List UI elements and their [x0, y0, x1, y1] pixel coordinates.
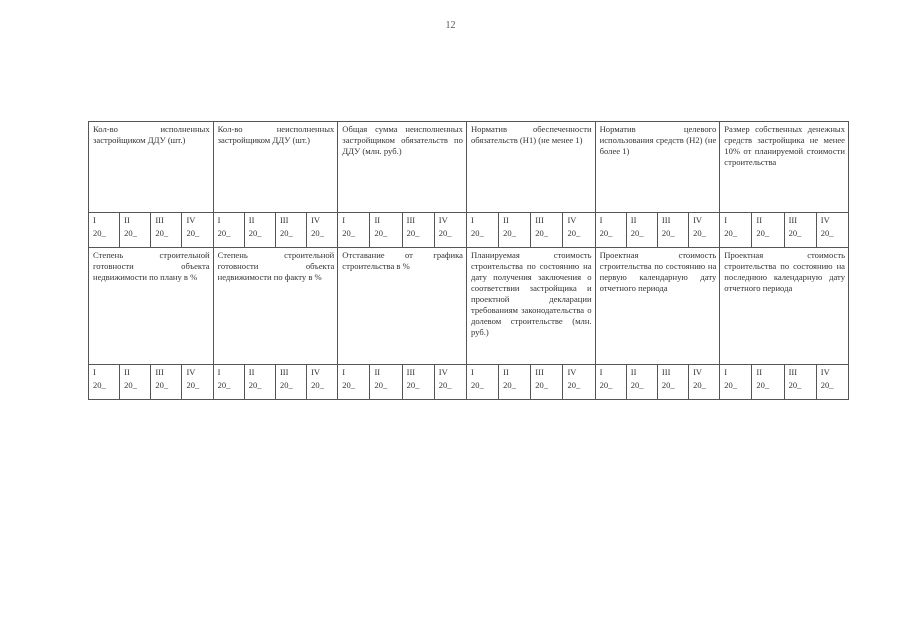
- quarter-cell: [89, 365, 120, 400]
- quarter-label: IV: [438, 215, 448, 225]
- quarter-cell: [244, 365, 275, 400]
- quarter-label: II: [503, 215, 509, 225]
- quarter-label: II: [630, 215, 637, 225]
- quarter-cell: [563, 365, 595, 400]
- header-cell: Общая сумма неисполненных застройщиком обязательств по ДДУ (млн. руб.): [338, 122, 467, 213]
- quarter-cell: [402, 213, 434, 248]
- quarter-cell: [213, 365, 244, 400]
- quarter-row-1: [89, 213, 849, 248]
- quarter-cell: [784, 365, 816, 400]
- year-label: 20_: [470, 380, 484, 390]
- year-label: 20_: [788, 228, 802, 238]
- year-label: 20_: [438, 380, 452, 390]
- year-label: 20_: [470, 228, 484, 238]
- quarter-cell: [120, 365, 151, 400]
- quarter-label: I: [599, 215, 603, 225]
- year-label: 20_: [599, 380, 613, 390]
- quarter-cell: [752, 213, 784, 248]
- quarter-cell: [89, 213, 120, 248]
- quarter-label: II: [630, 367, 637, 377]
- quarter-label: I: [93, 215, 96, 225]
- quarter-cell: [120, 213, 151, 248]
- quarter-cell: [499, 365, 531, 400]
- quarter-cell: [626, 213, 657, 248]
- year-label: 20_: [820, 380, 834, 390]
- quarter-row-2: [89, 365, 849, 400]
- year-label: 20_: [217, 380, 231, 390]
- quarter-label: IV: [186, 215, 196, 225]
- year-label: 20_: [503, 380, 516, 390]
- quarter-cell: [689, 365, 720, 400]
- quarter-label: III: [788, 367, 798, 377]
- quarter-label: IV: [693, 215, 703, 225]
- page-number: 12: [445, 20, 456, 31]
- year-label: 20_: [374, 380, 388, 390]
- year-label: 20_: [756, 228, 770, 238]
- quarter-cell: [531, 365, 563, 400]
- quarter-cell: [816, 213, 848, 248]
- quarter-cell: [307, 213, 338, 248]
- quarter-cell: [307, 365, 338, 400]
- quarter-cell: [275, 365, 306, 400]
- year-label: 20_: [724, 228, 738, 238]
- year-label: 20_: [279, 228, 293, 238]
- quarter-cell: [657, 365, 688, 400]
- year-label: 20_: [155, 380, 169, 390]
- quarter-label: II: [124, 215, 130, 225]
- quarter-cell: [434, 365, 466, 400]
- quarter-label: III: [406, 367, 416, 377]
- quarter-label: III: [535, 215, 544, 225]
- year-label: 20_: [124, 228, 137, 238]
- header-cell: Норматив обеспеченности обязательств (Н1) (не менее 1): [466, 122, 595, 213]
- year-label: 20_: [503, 228, 516, 238]
- quarter-cell: [370, 365, 402, 400]
- quarter-cell: [499, 213, 531, 248]
- year-label: 20_: [311, 380, 324, 390]
- year-label: 20_: [567, 228, 581, 238]
- year-label: 20_: [342, 228, 356, 238]
- header-cell: Проектная стоимость строительства по состоянию на первую календарную дату отчетного периода: [595, 248, 720, 365]
- quarter-cell: [434, 213, 466, 248]
- quarter-cell: [151, 365, 182, 400]
- year-label: 20_: [756, 380, 770, 390]
- quarter-cell: [244, 213, 275, 248]
- quarter-label: IV: [820, 367, 830, 377]
- quarter-label: IV: [567, 215, 577, 225]
- quarter-label: I: [342, 215, 346, 225]
- quarter-label: IV: [567, 367, 577, 377]
- quarter-label: I: [93, 367, 96, 377]
- quarter-cell: [563, 213, 595, 248]
- quarter-cell: [626, 365, 657, 400]
- quarter-cell: [338, 213, 370, 248]
- quarter-label: III: [788, 215, 798, 225]
- quarter-label: IV: [311, 367, 321, 377]
- year-label: 20_: [342, 380, 356, 390]
- header-row-1: [89, 122, 849, 213]
- quarter-cell: [182, 365, 213, 400]
- quarter-cell: [182, 213, 213, 248]
- year-label: 20_: [93, 228, 106, 238]
- quarter-label: II: [374, 367, 381, 377]
- quarter-cell: [466, 213, 498, 248]
- quarter-cell: [275, 213, 306, 248]
- quarter-label: III: [155, 215, 164, 225]
- year-label: 20_: [248, 228, 262, 238]
- quarter-cell: [213, 213, 244, 248]
- quarter-label: II: [248, 215, 255, 225]
- quarter-label: I: [217, 215, 221, 225]
- quarter-label: IV: [186, 367, 196, 377]
- quarter-label: II: [503, 367, 509, 377]
- year-label: 20_: [279, 380, 293, 390]
- quarter-label: I: [724, 215, 728, 225]
- quarter-cell: [595, 365, 626, 400]
- quarter-cell: [466, 365, 498, 400]
- quarter-cell: [720, 213, 752, 248]
- year-label: 20_: [820, 228, 834, 238]
- year-label: 20_: [124, 380, 137, 390]
- year-label: 20_: [661, 228, 675, 238]
- quarter-label: IV: [693, 367, 703, 377]
- quarter-label: III: [279, 215, 289, 225]
- year-label: 20_: [661, 380, 675, 390]
- quarter-label: IV: [820, 215, 830, 225]
- year-label: 20_: [693, 380, 706, 390]
- year-label: 20_: [438, 228, 452, 238]
- year-label: 20_: [630, 228, 644, 238]
- report-table: [88, 121, 849, 400]
- quarter-cell: [752, 365, 784, 400]
- year-label: 20_: [93, 380, 106, 390]
- quarter-label: IV: [311, 215, 321, 225]
- quarter-cell: [338, 365, 370, 400]
- header-cell: Планируемая стоимость строительства по состоянию на дату получения заключения о соответствии застройщика и проектной декларации требованиям законодательства о долевом строительстве (млн. руб.): [466, 248, 595, 365]
- quarter-label: III: [661, 367, 671, 377]
- year-label: 20_: [311, 228, 324, 238]
- quarter-label: III: [155, 367, 164, 377]
- quarter-label: II: [124, 367, 130, 377]
- header-row-2: [89, 248, 849, 365]
- year-label: 20_: [248, 380, 262, 390]
- year-label: 20_: [693, 228, 706, 238]
- quarter-cell: [595, 213, 626, 248]
- quarter-label: I: [470, 215, 474, 225]
- quarter-cell: [370, 213, 402, 248]
- year-label: 20_: [406, 228, 420, 238]
- quarter-cell: [151, 213, 182, 248]
- year-label: 20_: [724, 380, 738, 390]
- year-label: 20_: [374, 228, 388, 238]
- header-cell: Кол-во неисполненных застройщиком ДДУ (шт.): [213, 122, 338, 213]
- quarter-cell: [720, 365, 752, 400]
- quarter-label: I: [342, 367, 346, 377]
- quarter-cell: [402, 365, 434, 400]
- quarter-cell: [531, 213, 563, 248]
- year-label: 20_: [630, 380, 644, 390]
- quarter-label: II: [756, 367, 763, 377]
- quarter-label: III: [279, 367, 289, 377]
- quarter-label: III: [661, 215, 671, 225]
- quarter-label: IV: [438, 367, 448, 377]
- year-label: 20_: [186, 228, 200, 238]
- quarter-label: I: [724, 367, 728, 377]
- year-label: 20_: [155, 228, 169, 238]
- quarter-label: I: [599, 367, 603, 377]
- quarter-cell: [689, 213, 720, 248]
- quarter-label: I: [470, 367, 474, 377]
- header-cell: Норматив целевого использования средств (Н2) (не более 1): [595, 122, 720, 213]
- header-cell: Проектная стоимость строительства по состоянию на последнюю календарную дату отчетного периода: [720, 248, 849, 365]
- quarter-cell: [784, 213, 816, 248]
- header-cell: Степень строительной готовности объекта недвижимости по плану в %: [89, 248, 214, 365]
- quarter-label: II: [374, 215, 381, 225]
- year-label: 20_: [567, 380, 581, 390]
- header-cell: Отставание от графика строительства в %: [338, 248, 467, 365]
- quarter-cell: [657, 213, 688, 248]
- year-label: 20_: [535, 228, 549, 238]
- quarter-label: III: [535, 367, 544, 377]
- header-cell: Степень строительной готовности объекта недвижимости по факту в %: [213, 248, 338, 365]
- year-label: 20_: [788, 380, 802, 390]
- header-cell: Размер собственных денежных средств застройщика не менее 10% от планируемой стоимости строительства: [720, 122, 849, 213]
- header-cell: Кол-во исполненных застройщиком ДДУ (шт.): [89, 122, 214, 213]
- quarter-cell: [816, 365, 848, 400]
- year-label: 20_: [599, 228, 613, 238]
- year-label: 20_: [406, 380, 420, 390]
- year-label: 20_: [535, 380, 549, 390]
- quarter-label: III: [406, 215, 416, 225]
- quarter-label: II: [756, 215, 763, 225]
- year-label: 20_: [186, 380, 200, 390]
- quarter-label: I: [217, 367, 221, 377]
- quarter-label: II: [248, 367, 255, 377]
- year-label: 20_: [217, 228, 231, 238]
